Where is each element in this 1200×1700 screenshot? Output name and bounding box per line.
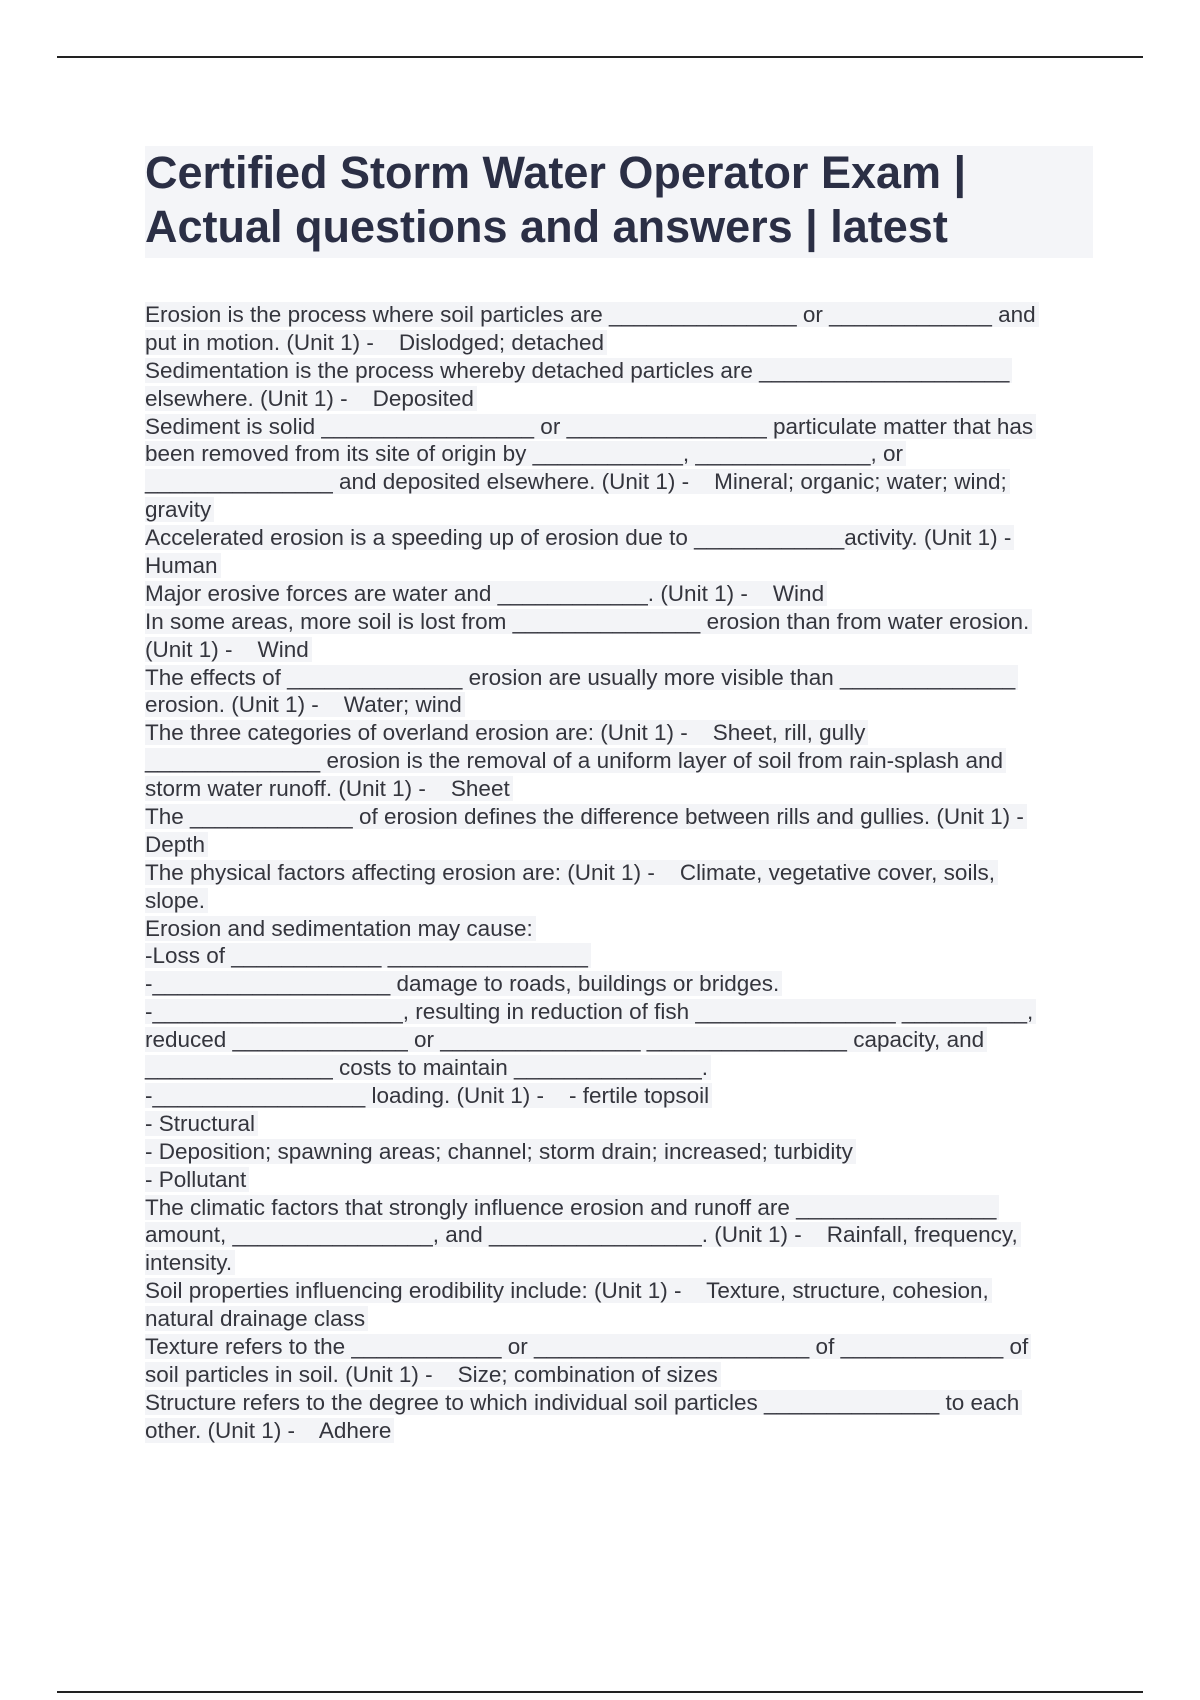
text-line: -Loss of ____________ ________________ [145,942,1090,970]
text-line: The physical factors affecting erosion are: (Unit 1) - Climate, vegetative cover, soils, [145,859,1090,887]
text-line: Sediment is solid _________________ or ________________ particulate matter that has [145,413,1090,441]
text-line: _______________ costs to maintain _______________. [145,1054,1090,1082]
text-line: Erosion is the process where soil particles are _______________ or _____________ and [145,301,1090,329]
text-line: amount, ________________, and _________________. (Unit 1) - Rainfall, frequency, [145,1221,1090,1249]
text-line: intensity. [145,1249,1090,1277]
text-line: The effects of ______________ erosion are usually more visible than ______________ [145,664,1090,692]
text-line: Depth [145,831,1090,859]
text-line: Structure refers to the degree to which individual soil particles ______________ to each [145,1389,1090,1417]
title-line-1: Certified Storm Water Operator Exam | [145,147,967,198]
text-line: - Structural [145,1110,1090,1138]
text-line: -___________________ damage to roads, buildings or bridges. [145,970,1090,998]
text-line: Human [145,552,1090,580]
text-line: ______________ erosion is the removal of a uniform layer of soil from rain-splash and [145,747,1090,775]
text-line: (Unit 1) - Wind [145,636,1090,664]
text-line: been removed from its site of origin by ____________, ______________, or [145,440,1090,468]
top-rule [57,56,1143,58]
text-line: - Deposition; spawning areas; channel; storm drain; increased; turbidity [145,1138,1090,1166]
text-line: -_________________ loading. (Unit 1) - - fertile topsoil [145,1082,1090,1110]
text-line: natural drainage class [145,1305,1090,1333]
text-line: Accelerated erosion is a speeding up of erosion due to ____________activity. (Unit 1) - [145,524,1090,552]
text-line: Major erosive forces are water and ____________. (Unit 1) - Wind [145,580,1090,608]
text-line: -____________________, resulting in reduction of fish ________________ __________, [145,998,1090,1026]
text-line: slope. [145,887,1090,915]
text-line: put in motion. (Unit 1) - Dislodged; detached [145,329,1090,357]
title-block [145,146,1093,258]
document-title [145,146,1093,254]
text-line: The climatic factors that strongly influence erosion and runoff are ________________ [145,1194,1090,1222]
text-line: Texture refers to the ____________ or ______________________ of _____________ of [145,1333,1090,1361]
text-line: gravity [145,496,1090,524]
text-line: erosion. (Unit 1) - Water; wind [145,691,1090,719]
text-line: _______________ and deposited elsewhere. (Unit 1) - Mineral; organic; water; wind; [145,468,1090,496]
title-line-2: Actual questions and answers | latest [145,201,948,252]
text-line: reduced ______________ or ________________ ________________ capacity, and [145,1026,1090,1054]
bottom-rule [57,1691,1143,1693]
text-line: - Pollutant [145,1166,1090,1194]
text-line: The three categories of overland erosion are: (Unit 1) - Sheet, rill, gully [145,719,1090,747]
text-line: elsewhere. (Unit 1) - Deposited [145,385,1090,413]
text-line: The _____________ of erosion defines the difference between rills and gullies. (Unit 1) - [145,803,1090,831]
text-line: Erosion and sedimentation may cause: [145,915,1090,943]
text-line: Soil properties influencing erodibility include: (Unit 1) - Texture, structure, cohesion, [145,1277,1090,1305]
text-line: Sedimentation is the process whereby detached particles are ____________________ [145,357,1090,385]
text-line: In some areas, more soil is lost from _______________ erosion than from water erosion. [145,608,1090,636]
text-line: storm water runoff. (Unit 1) - Sheet [145,775,1090,803]
text-line: soil particles in soil. (Unit 1) - Size; combination of sizes [145,1361,1090,1389]
question-list [145,301,1090,1445]
text-line: other. (Unit 1) - Adhere [145,1417,1090,1445]
